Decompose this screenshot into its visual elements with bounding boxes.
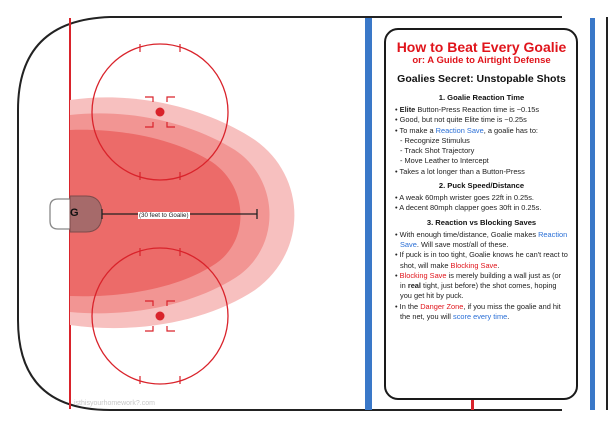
text-run: . (497, 260, 500, 270)
distance-label: (30 feet to Goalie) (139, 212, 189, 219)
list-item: • Takes a lot longer than a Button-Press (395, 166, 525, 176)
list-item: • Good, but not quite Elite time is ~0.25s (395, 115, 527, 125)
list-item: • To make a Reaction Save, a goalie has to: (395, 125, 538, 135)
text-run: Button-Press Reaction time is ~0.15s (415, 105, 540, 114)
section-heading: 2. Puck Speed/Distance (438, 181, 525, 191)
text-run: , a goalie has to: (483, 125, 538, 135)
center-red-line (471, 400, 474, 410)
text-run: Reaction Save (400, 229, 568, 249)
faceoff-dot-top (156, 108, 165, 117)
text-run: . Will save most/all of these. (416, 239, 509, 249)
list-item: • In the Danger Zone, if you miss the goalie and hit the net, you will score every time. (395, 301, 561, 322)
section-list (395, 230, 568, 323)
text-run: . (507, 312, 510, 322)
list-item: • A decent 80mph clapper goes 30ft in 0.25s. (395, 203, 542, 213)
secret-heading: Goalies Secret: Unstopable Shots (397, 73, 566, 85)
text-run: To make a (399, 125, 436, 135)
text-run: A weak 60mph wrister goes 22ft in 0.25s. (399, 193, 534, 203)
list-item (395, 156, 568, 166)
list-item (395, 136, 568, 146)
text-run: score every time (453, 312, 508, 322)
card-title: How to Beat Every Goalie (396, 39, 567, 55)
list-item: • If puck is in too tight, Goalie knows he can't react to shot, will make Blocking Save. (395, 250, 568, 270)
section-heading: 3. Reaction vs Blocking Saves (426, 217, 537, 227)
sections-container (395, 93, 568, 322)
text-run: - Move Leather to Intercept (400, 156, 489, 166)
blue-line (365, 18, 372, 410)
text-run: - Recognize Stimulus (400, 135, 470, 145)
text-run: Elite (399, 105, 416, 114)
text-run: A decent 80mph clapper goes 30ft in 0.25s. (399, 203, 542, 213)
section-heading: 1. Goalie Reaction Time (438, 93, 525, 102)
section-list (395, 105, 568, 177)
text-run: , if you miss the goalie and hit the net, you will (400, 301, 561, 322)
text-run: In the (399, 301, 421, 311)
watermark: isthisyourhomework?.com (74, 400, 155, 407)
text-run: Danger Zone (420, 301, 464, 311)
section-list (395, 193, 568, 214)
text-run: tight, just before) the shot comes, hoping you get hit by puck. (400, 281, 557, 301)
list-item: • Elite Button-Press Reaction time is ~0.15s (395, 105, 540, 114)
text-run: - Track Shot Trajectory (400, 146, 475, 156)
list-item: • Blocking Save is merely building a wall just as (or in real tight, just before) the shot comes, hoping you get hit by puck. (395, 270, 562, 301)
text-run: Blocking Save (399, 270, 447, 280)
text-run: Takes a lot longer than a Button-Press (399, 166, 525, 176)
text-run: Good, but not quite Elite time is ~0.25s (399, 115, 527, 125)
info-card (384, 28, 578, 400)
text-run: If puck is in too tight, Goalie knows he can't react to shot, will make (399, 250, 568, 270)
card-subtitle: or: A Guide to Airtight Defense (412, 55, 551, 66)
list-item: • A weak 60mph wrister goes 22ft in 0.25s. (395, 193, 534, 203)
text-run: real (407, 281, 421, 291)
text-run: Reaction Save (435, 125, 484, 135)
center-blue-line-right (590, 18, 595, 410)
text-run: With enough time/distance, Goalie makes (399, 229, 539, 239)
text-run: Blocking Save (450, 260, 498, 270)
text-run: is merely building a wall just as (or in (400, 270, 562, 291)
goal-net (50, 199, 70, 229)
list-item: • With enough time/distance, Goalie makes Reaction Save. Will save most/all of these. (395, 229, 568, 249)
faceoff-dot-bottom (156, 312, 165, 321)
list-item (395, 146, 568, 156)
goalie-label: G (70, 207, 79, 219)
